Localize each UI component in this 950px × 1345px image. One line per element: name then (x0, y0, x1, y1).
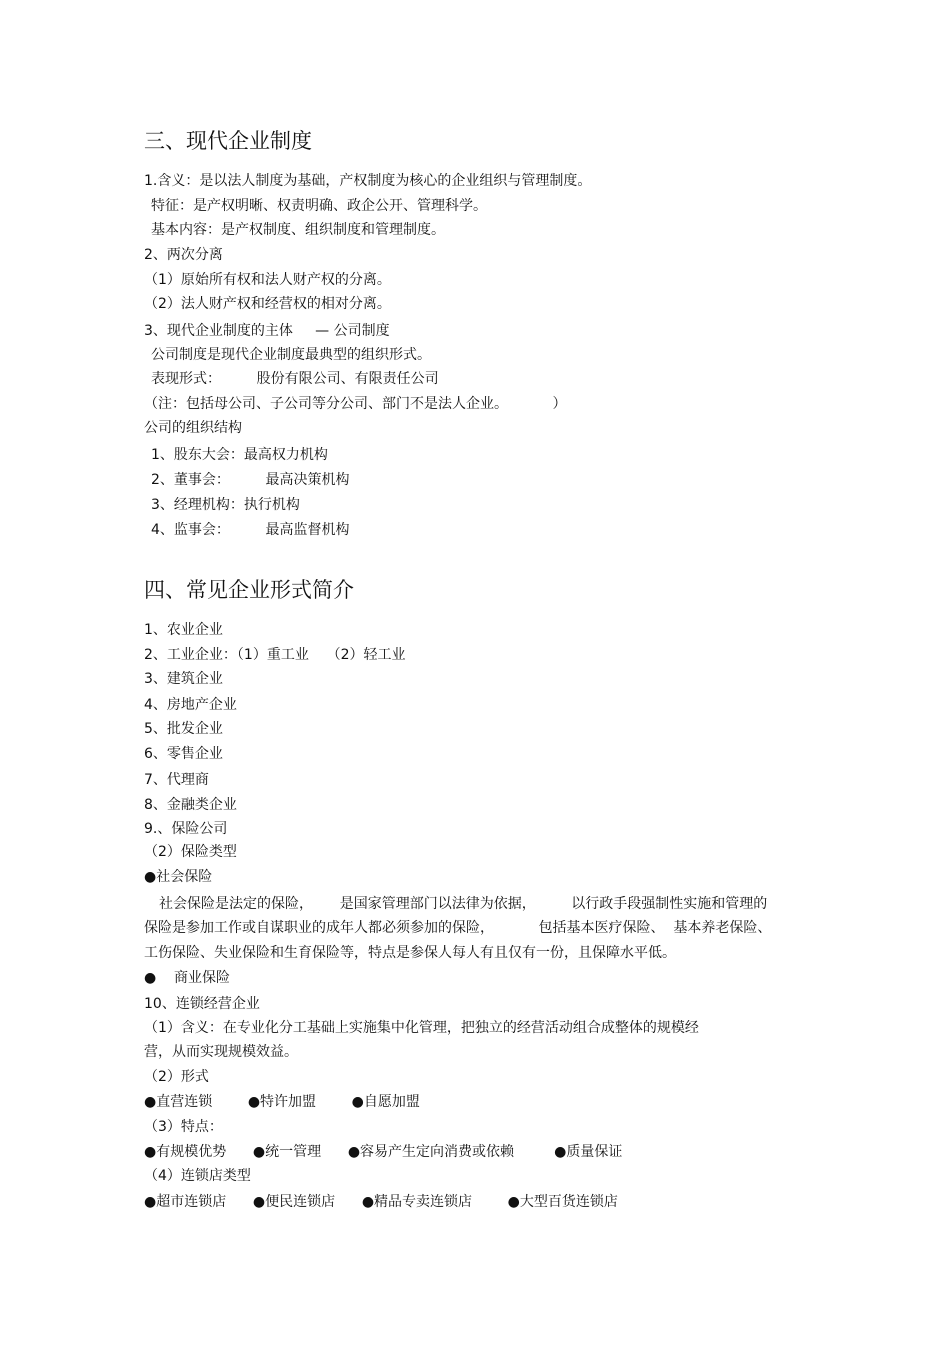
commercial-insurance-bullet: ● 商业保险 (144, 970, 231, 986)
basic-content-line: 基本内容：是产权制度、组织制度和管理制度。 (151, 222, 445, 238)
features-line: 特征：是产权明晰、权责明确、政企公开、管理科学。 (151, 198, 487, 214)
chain-definition-line-1: （1）含义：在专业化分工基础上实施集中化管理，把独立的经营活动组合成整体的规模经 (144, 1020, 699, 1036)
two-separations-heading: 2、两次分离 (144, 247, 223, 263)
org-item-1: 1、股东大会：最高权力机构 (151, 447, 328, 463)
separation-item-2: （2）法人财产权和经营权的相对分离。 (144, 296, 391, 312)
separation-item-1: （1）原始所有权和法人财产权的分离。 (144, 272, 391, 288)
form-item-8: 8、金融类企业 (144, 797, 237, 813)
form-item-2: 2、工业企业：（1）重工业 （2）轻工业 (144, 647, 406, 663)
form-item-5: 5、批发企业 (144, 721, 223, 737)
chain-features-heading: （3）特点： (144, 1119, 223, 1135)
company-system-heading: 3、现代企业制度的主体 — 公司制度 (144, 323, 390, 339)
chain-features-list: ●有规模优势 ●统一管理 ●容易产生定向消费或依赖 ●质量保证 (144, 1144, 623, 1160)
company-system-line: 公司制度是现代企业制度最典型的组织形式。 (151, 347, 431, 363)
chain-store-types-list: ●超市连锁店 ●便民连锁店 ●精品专卖连锁店 ●大型百货连锁店 (144, 1194, 618, 1210)
chain-business-heading: 10、连锁经营企业 (144, 996, 260, 1012)
org-item-3: 3、经理机构：执行机构 (151, 497, 300, 513)
form-item-1: 1、农业企业 (144, 622, 223, 638)
org-item-2: 2、董事会： 最高决策机构 (151, 472, 350, 488)
chain-forms-heading: （2）形式 (144, 1069, 209, 1085)
forms-line: 表现形式： 股份有限公司、有限责任公司 (151, 371, 439, 387)
form-item-4: 4、房地产企业 (144, 697, 237, 713)
section-4-title: 四、常见企业形式简介 (144, 578, 354, 602)
social-insurance-bullet: ●社会保险 (144, 869, 213, 885)
org-structure-heading: 公司的组织结构 (144, 420, 242, 436)
chain-store-types-heading: （4）连锁店类型 (144, 1168, 251, 1184)
social-insurance-para-line-1: 社会保险是法定的保险， 是国家管理部门以法律为依据， 以行政手段强制性实施和管理的 (159, 896, 768, 912)
definition-line: 1.含义：是以法人制度为基础，产权制度为核心的企业组织与管理制度。 (144, 173, 592, 189)
section-3-title: 三、现代企业制度 (144, 129, 312, 153)
chain-forms-list: ●直营连锁 ●特许加盟 ●自愿加盟 (144, 1094, 420, 1110)
insurance-type-heading: （2）保险类型 (144, 844, 237, 860)
form-item-9: 9.、保险公司 (144, 821, 228, 837)
social-insurance-para-line-3: 工伤保险、失业保险和生育保险等，特点是参保人每人有且仅有一份，且保障水平低。 (144, 945, 676, 961)
form-item-7: 7、代理商 (144, 772, 209, 788)
form-item-3: 3、建筑企业 (144, 671, 223, 687)
chain-definition-line-2: 营，从而实现规模效益。 (144, 1044, 298, 1060)
note-line: （注：包括母公司、子公司等分公司、部门不是法人企业。 ） (144, 396, 567, 412)
social-insurance-para-line-2: 保险是参加工作或自谋职业的成年人都必须参加的保险， 包括基本医疗保险、 基本养老保险、 (144, 920, 772, 936)
form-item-6: 6、零售企业 (144, 746, 223, 762)
org-item-4: 4、监事会： 最高监督机构 (151, 522, 350, 538)
